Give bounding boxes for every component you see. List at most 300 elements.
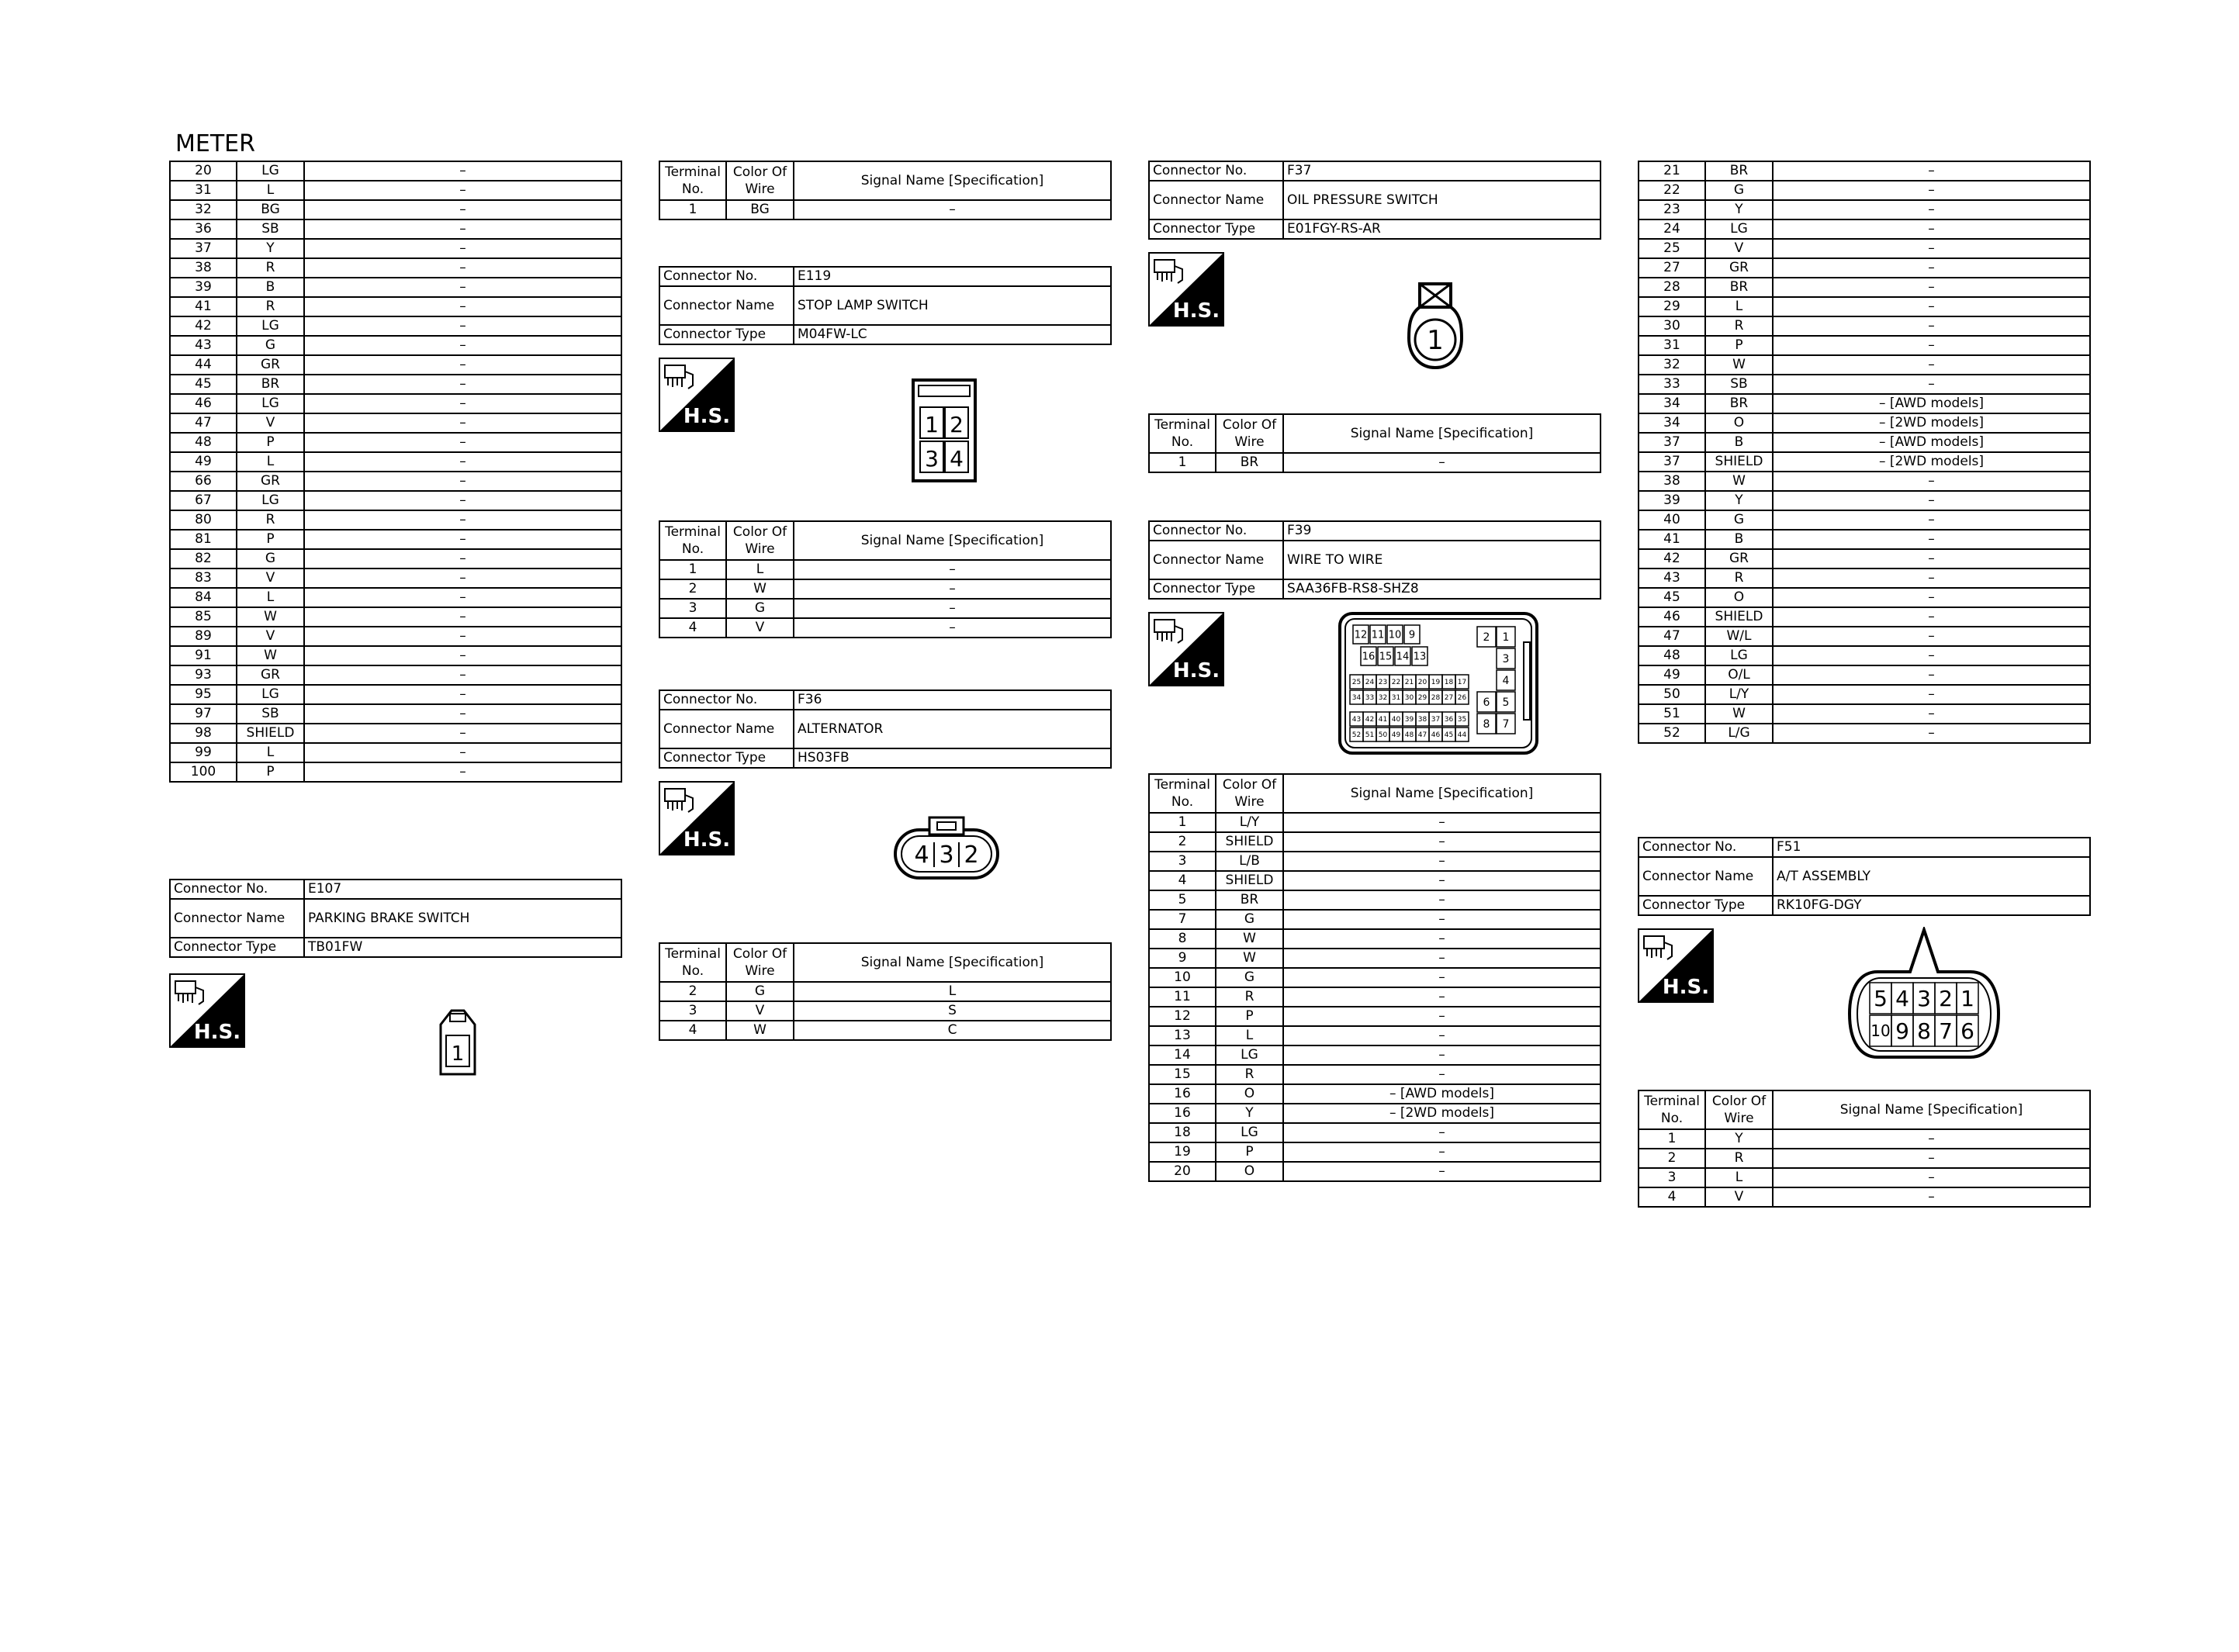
wire-color-cell: R [1216, 1065, 1283, 1084]
connector-no-label: Connector No. [659, 690, 794, 710]
table-row [170, 510, 621, 530]
signal-name-cell: – [1283, 929, 1601, 949]
signal-name-cell: – [794, 579, 1111, 599]
pin-label: 5 [1874, 986, 1888, 1012]
signal-name-cell: – [1773, 258, 2090, 278]
e119-terminal-table [659, 520, 1112, 638]
terminal-no-cell: 84 [170, 588, 237, 607]
connector-type-value: RK10FG-DGY [1773, 896, 2090, 915]
signal-name-cell: – [1283, 1045, 1601, 1065]
wire-color-cell: R [237, 510, 304, 530]
pin-label: 11 [1371, 629, 1385, 641]
terminal-no-cell: 1 [659, 560, 726, 579]
terminal-no-cell: 81 [170, 530, 237, 549]
table-row [170, 724, 621, 743]
table-row [659, 1021, 1111, 1040]
wire-color-cell: O/L [1705, 665, 1773, 685]
table-row [170, 491, 621, 510]
table-row [170, 704, 621, 724]
terminal-no-cell: 3 [659, 599, 726, 618]
wire-color-cell: BR [237, 375, 304, 394]
wire-color-cell: SHIELD [1216, 871, 1283, 890]
wire-color-cell: L [726, 560, 794, 579]
wire-color-header: Color Of Wire [1216, 414, 1283, 453]
wire-color-cell: B [1705, 530, 1773, 549]
signal-name-cell: – [1773, 355, 2090, 375]
wire-color-cell: Y [1705, 491, 1773, 510]
f39-terminal-table-continued [1638, 161, 2091, 744]
wire-color-cell: W [1216, 949, 1283, 968]
wire-color-cell: W [1705, 472, 1773, 491]
terminal-no-header: Terminal No. [1149, 774, 1216, 813]
pin-label: 19 [1431, 679, 1441, 687]
wire-color-cell: P [237, 530, 304, 549]
connector-type-value: TB01FW [304, 938, 621, 957]
table-row [1149, 1084, 1601, 1104]
terminal-no-cell: 32 [1639, 355, 1705, 375]
page-title: METER [175, 130, 255, 157]
pin-label: 2 [1483, 631, 1490, 645]
signal-name-cell: – [1283, 949, 1601, 968]
pin-label: 37 [1431, 716, 1441, 724]
table-header-row [1639, 1090, 2090, 1129]
connector-info-e119 [659, 266, 1112, 345]
signal-name-cell: – [304, 161, 621, 181]
pin-label: 51 [1365, 731, 1375, 740]
f51-bottom-pins [1870, 1015, 1978, 1046]
pin-label: 3 [939, 842, 954, 869]
terminal-no-header: Terminal No. [659, 161, 726, 200]
table-row [1639, 1129, 2090, 1149]
terminal-no-cell: 45 [1639, 588, 1705, 607]
table-row [1149, 1162, 1601, 1181]
signal-name-cell: – [1773, 161, 2090, 181]
signal-name-cell: – [2WD models] [1773, 413, 2090, 433]
connector-no-value: F36 [794, 690, 1111, 710]
pin-label: 4 [1502, 675, 1510, 688]
signal-name-cell: – [1773, 181, 2090, 200]
wire-color-cell: G [1705, 181, 1773, 200]
table-row [1639, 1168, 2090, 1187]
table-row [1639, 510, 2090, 530]
terminal-no-cell: 85 [170, 607, 237, 627]
table-row [1639, 433, 2090, 452]
signal-name-cell: – [AWD models] [1283, 1084, 1601, 1104]
terminal-no-cell: 33 [1639, 375, 1705, 394]
f37-terminal-table [1148, 413, 1601, 473]
pin-label: 25 [1351, 679, 1362, 687]
table-row [1639, 297, 2090, 316]
f51-top-pins [1870, 983, 1978, 1014]
wire-color-cell: R [1705, 569, 1773, 588]
wire-color-cell: B [1705, 433, 1773, 452]
table-row [1639, 1149, 2090, 1168]
connector-no-value: E119 [794, 267, 1111, 286]
terminal-no-cell: 44 [170, 355, 237, 375]
terminal-no-header: Terminal No. [1149, 414, 1216, 453]
pin-label: 4 [950, 446, 964, 472]
connector-type-label: Connector Type [659, 748, 794, 768]
table-row [170, 472, 621, 491]
wire-color-cell: LG [1216, 1123, 1283, 1142]
pin-label: 4 [914, 842, 929, 869]
table-row [1639, 239, 2090, 258]
table-row [1149, 1026, 1601, 1045]
table-row [170, 743, 621, 762]
pin-label: 6 [1483, 696, 1490, 710]
f36-terminal-table [659, 942, 1112, 1041]
terminal-no-cell: 38 [170, 258, 237, 278]
signal-name-cell: – [1773, 588, 2090, 607]
terminal-no-cell: 80 [170, 510, 237, 530]
table-row [659, 560, 1111, 579]
signal-name-cell: – [304, 394, 621, 413]
terminal-no-cell: 40 [1639, 510, 1705, 530]
wire-color-cell: BR [1705, 278, 1773, 297]
signal-name-cell: – [304, 219, 621, 239]
terminal-no-cell: 89 [170, 627, 237, 646]
signal-name-cell: – [2WD models] [1773, 452, 2090, 472]
connector-info-e107 [169, 879, 622, 958]
table-row [170, 433, 621, 452]
pin-label: 39 [1404, 716, 1414, 724]
pin-label: 9 [1408, 629, 1416, 641]
terminal-no-cell: 36 [170, 219, 237, 239]
terminal-no-cell: 39 [170, 278, 237, 297]
terminal-no-cell: 20 [1149, 1162, 1216, 1181]
table-row [1149, 1065, 1601, 1084]
terminal-no-cell: 46 [170, 394, 237, 413]
table-row [1639, 646, 2090, 665]
signal-name-cell: – [1773, 1168, 2090, 1187]
pin-label: 47 [1417, 731, 1427, 740]
pin-label: 23 [1378, 679, 1388, 687]
terminal-no-cell: 47 [170, 413, 237, 433]
connector-no-label: Connector No. [1639, 838, 1773, 857]
terminal-no-cell: 100 [170, 762, 237, 782]
signal-name-cell: – [304, 375, 621, 394]
connector-name-value: PARKING BRAKE SWITCH [304, 899, 621, 938]
table-row [170, 530, 621, 549]
wire-color-cell: Y [237, 239, 304, 258]
connector-name-label: Connector Name [659, 286, 794, 325]
signal-name-cell: – [304, 607, 621, 627]
table-row [170, 762, 621, 782]
signal-name-cell: – [1773, 627, 2090, 646]
table-row [1639, 336, 2090, 355]
connector-no-label: Connector No. [659, 267, 794, 286]
pin-label: 18 [1444, 679, 1454, 687]
pin-label: 52 [1351, 731, 1362, 740]
terminal-no-cell: 23 [1639, 200, 1705, 219]
terminal-no-cell: 43 [170, 336, 237, 355]
table-row [170, 685, 621, 704]
connector-type-label: Connector Type [659, 325, 794, 344]
signal-name-cell: – [794, 200, 1111, 219]
wire-color-cell: BR [1705, 394, 1773, 413]
signal-name-header: Signal Name [Specification] [1283, 414, 1601, 453]
signal-name-cell: – [1773, 336, 2090, 355]
signal-name-cell: – [794, 618, 1111, 638]
table-row [1149, 1123, 1601, 1142]
table-row [1149, 987, 1601, 1007]
terminal-no-cell: 52 [1639, 724, 1705, 743]
wire-color-cell: LG [1705, 646, 1773, 665]
wire-color-cell: SHIELD [237, 724, 304, 743]
hs-label: H.S. [193, 1021, 241, 1044]
wire-color-cell: G [1705, 510, 1773, 530]
terminal-no-cell: 3 [1639, 1168, 1705, 1187]
pin-label: 1 [1960, 986, 1974, 1012]
harness-side-icon [659, 781, 735, 855]
connector-type-value: HS03FB [794, 748, 1111, 768]
signal-name-cell: – [1283, 1123, 1601, 1142]
signal-name-cell: – [AWD models] [1773, 433, 2090, 452]
terminal-no-cell: 42 [1639, 549, 1705, 569]
signal-name-cell: – [304, 762, 621, 782]
terminal-no-cell: 98 [170, 724, 237, 743]
connector-name-value: ALTERNATOR [794, 710, 1111, 748]
table-row [659, 618, 1111, 638]
hs-label: H.S. [1172, 299, 1220, 323]
pin-label: 4 [1895, 986, 1909, 1012]
hs-label: H.S. [1172, 659, 1220, 683]
pin-label: 32 [1378, 694, 1388, 703]
terminal-no-cell: 29 [1639, 297, 1705, 316]
signal-name-cell: – [304, 724, 621, 743]
table-row [1639, 219, 2090, 239]
f39-top-pins [1353, 625, 1420, 644]
pin-label: 10 [1388, 629, 1402, 641]
wire-color-cell: V [237, 413, 304, 433]
pin-label: 12 [1354, 629, 1368, 641]
harness-side-symbol [1150, 613, 1223, 685]
table-row [1639, 665, 2090, 685]
signal-name-cell: – [1283, 968, 1601, 987]
terminal-no-cell: 1 [659, 200, 726, 219]
wire-color-cell: W [726, 1021, 794, 1040]
terminal-no-header: Terminal No. [659, 943, 726, 982]
terminal-no-cell: 49 [170, 452, 237, 472]
terminal-no-cell: 4 [659, 1021, 726, 1040]
wire-color-cell: BR [1705, 161, 1773, 181]
terminal-no-cell: 18 [1149, 1123, 1216, 1142]
wire-color-cell: G [237, 336, 304, 355]
wire-color-cell: G [1216, 968, 1283, 987]
table-row [1639, 491, 2090, 510]
signal-name-cell: – [304, 530, 621, 549]
signal-name-cell: – [1283, 1026, 1601, 1045]
signal-name-cell: – [1773, 239, 2090, 258]
pin-label: 6 [1960, 1018, 1974, 1045]
harness-side-symbol [1639, 930, 1712, 1001]
connector-no-value: F51 [1773, 838, 2090, 857]
wire-color-cell: GR [237, 665, 304, 685]
harness-side-icon [1638, 928, 1714, 1003]
signal-name-cell: – [1773, 646, 2090, 665]
terminal-no-cell: 37 [1639, 433, 1705, 452]
signal-name-cell: – [1773, 1129, 2090, 1149]
harness-side-icon [169, 973, 245, 1048]
connector-face-f51 [1846, 927, 2002, 1066]
wire-color-cell: LG [237, 161, 304, 181]
pin-label: 44 [1457, 731, 1467, 740]
f39-terminal-table [1148, 773, 1601, 1182]
pin-label: 8 [1917, 1018, 1931, 1045]
table-row [170, 297, 621, 316]
table-row [1639, 627, 2090, 646]
wire-color-cell: BR [1216, 453, 1283, 472]
wire-color-cell: L/Y [1705, 685, 1773, 704]
wire-color-cell: W [726, 579, 794, 599]
table-header-row [659, 161, 1111, 200]
table-row [1149, 968, 1601, 987]
pin-label: 3 [925, 446, 939, 472]
terminal-no-cell: 1 [1149, 453, 1216, 472]
wire-color-cell: R [1216, 987, 1283, 1007]
table-row [1639, 258, 2090, 278]
terminal-no-header: Terminal No. [659, 521, 726, 560]
pin-label: 2 [964, 842, 979, 869]
wire-color-cell: GR [1705, 258, 1773, 278]
terminal-no-cell: 4 [1639, 1187, 1705, 1207]
table-row [1639, 355, 2090, 375]
connector-name-label: Connector Name [1639, 857, 1773, 896]
pin-label: 24 [1365, 679, 1375, 687]
hs-label: H.S. [683, 828, 731, 852]
pin-label: 29 [1417, 694, 1427, 703]
table-row [1639, 724, 2090, 743]
pin-label: 10 [1870, 1021, 1891, 1041]
signal-name-cell: – [304, 413, 621, 433]
pin-label: 1 [1502, 631, 1510, 645]
table-row [659, 599, 1111, 618]
pin-label: 35 [1457, 716, 1467, 724]
table-row [1639, 452, 2090, 472]
table-row [659, 200, 1111, 219]
signal-name-cell: – [1283, 910, 1601, 929]
terminal-no-cell: 37 [170, 239, 237, 258]
wire-color-cell: V [237, 627, 304, 646]
signal-name-cell: – [304, 278, 621, 297]
table-row [170, 607, 621, 627]
signal-name-cell: – [304, 665, 621, 685]
signal-name-cell: – [304, 452, 621, 472]
wire-color-cell: BG [237, 200, 304, 219]
table-row [1639, 549, 2090, 569]
wire-color-cell: LG [237, 685, 304, 704]
terminal-no-cell: 7 [1149, 910, 1216, 929]
wire-color-cell: SB [237, 704, 304, 724]
table-row [170, 355, 621, 375]
harness-side-symbol [1150, 254, 1223, 325]
table-header-row [659, 943, 1111, 982]
wire-color-header: Color Of Wire [1705, 1090, 1773, 1129]
pin-label: 7 [1502, 718, 1510, 731]
wire-color-cell: L [237, 743, 304, 762]
connector-name-label: Connector Name [659, 710, 794, 748]
wire-color-header: Color Of Wire [726, 521, 794, 560]
table-header-row [1149, 774, 1601, 813]
signal-name-cell: – [304, 549, 621, 569]
wire-color-cell: V [1705, 239, 1773, 258]
table-row [1639, 607, 2090, 627]
signal-name-cell: – [1773, 685, 2090, 704]
connector-type-label: Connector Type [1149, 579, 1283, 599]
e107-terminal-table [659, 161, 1112, 220]
harness-side-icon [1148, 612, 1224, 686]
signal-name-cell: – [1773, 665, 2090, 685]
table-row [1149, 1045, 1601, 1065]
connector-type-value: E01FGY-RS-AR [1283, 219, 1601, 239]
signal-name-cell: – [304, 569, 621, 588]
wire-color-cell: P [237, 762, 304, 782]
terminal-no-cell: 8 [1149, 929, 1216, 949]
table-row [1639, 588, 2090, 607]
connector-info-f36 [659, 689, 1112, 769]
connector-name-value: OIL PRESSURE SWITCH [1283, 181, 1601, 219]
wire-color-header: Color Of Wire [726, 161, 794, 200]
table-row [1639, 472, 2090, 491]
pin-label: 50 [1378, 731, 1388, 740]
wire-color-cell: O [1705, 413, 1773, 433]
wire-color-cell: L [1705, 297, 1773, 316]
table-row [1639, 161, 2090, 181]
wire-color-cell: G [726, 982, 794, 1001]
table-row [1149, 929, 1601, 949]
wire-color-cell: SB [237, 219, 304, 239]
pin-label: 20 [1417, 679, 1427, 687]
table-row [170, 588, 621, 607]
wire-color-cell: R [1705, 1149, 1773, 1168]
terminal-no-cell: 34 [1639, 394, 1705, 413]
connector-type-value: SAA36FB-RS8-SHZ8 [1283, 579, 1601, 599]
pin-label: 30 [1404, 694, 1414, 703]
wire-color-cell: BG [726, 200, 794, 219]
wire-color-cell: L [237, 452, 304, 472]
signal-name-cell: – [304, 491, 621, 510]
table-row [1639, 278, 2090, 297]
signal-name-cell: – [304, 200, 621, 219]
terminal-no-cell: 28 [1639, 278, 1705, 297]
wire-color-cell: GR [237, 472, 304, 491]
terminal-no-cell: 48 [1639, 646, 1705, 665]
wire-color-cell: P [1216, 1142, 1283, 1162]
table-row [170, 627, 621, 646]
wire-color-cell: Y [1705, 200, 1773, 219]
f39-right-pins [1477, 627, 1515, 734]
connector-info-f39 [1148, 520, 1601, 600]
signal-name-cell: S [794, 1001, 1111, 1021]
table-row [1149, 852, 1601, 871]
terminal-no-cell: 49 [1639, 665, 1705, 685]
pin-label: 31 [1391, 694, 1401, 703]
connector-info-f37 [1148, 161, 1601, 240]
wire-color-cell: W [1216, 929, 1283, 949]
terminal-no-cell: 50 [1639, 685, 1705, 704]
table-row [1639, 181, 2090, 200]
pin-label: 38 [1417, 716, 1427, 724]
signal-name-cell: – [794, 560, 1111, 579]
wire-color-cell: LG [237, 394, 304, 413]
table-row [1639, 316, 2090, 336]
terminal-no-cell: 31 [170, 181, 237, 200]
wire-color-cell: SB [1705, 375, 1773, 394]
pin-label: 9 [1895, 1018, 1909, 1045]
signal-name-cell: – [304, 433, 621, 452]
terminal-no-cell: 16 [1149, 1104, 1216, 1123]
wire-color-cell: R [237, 258, 304, 278]
